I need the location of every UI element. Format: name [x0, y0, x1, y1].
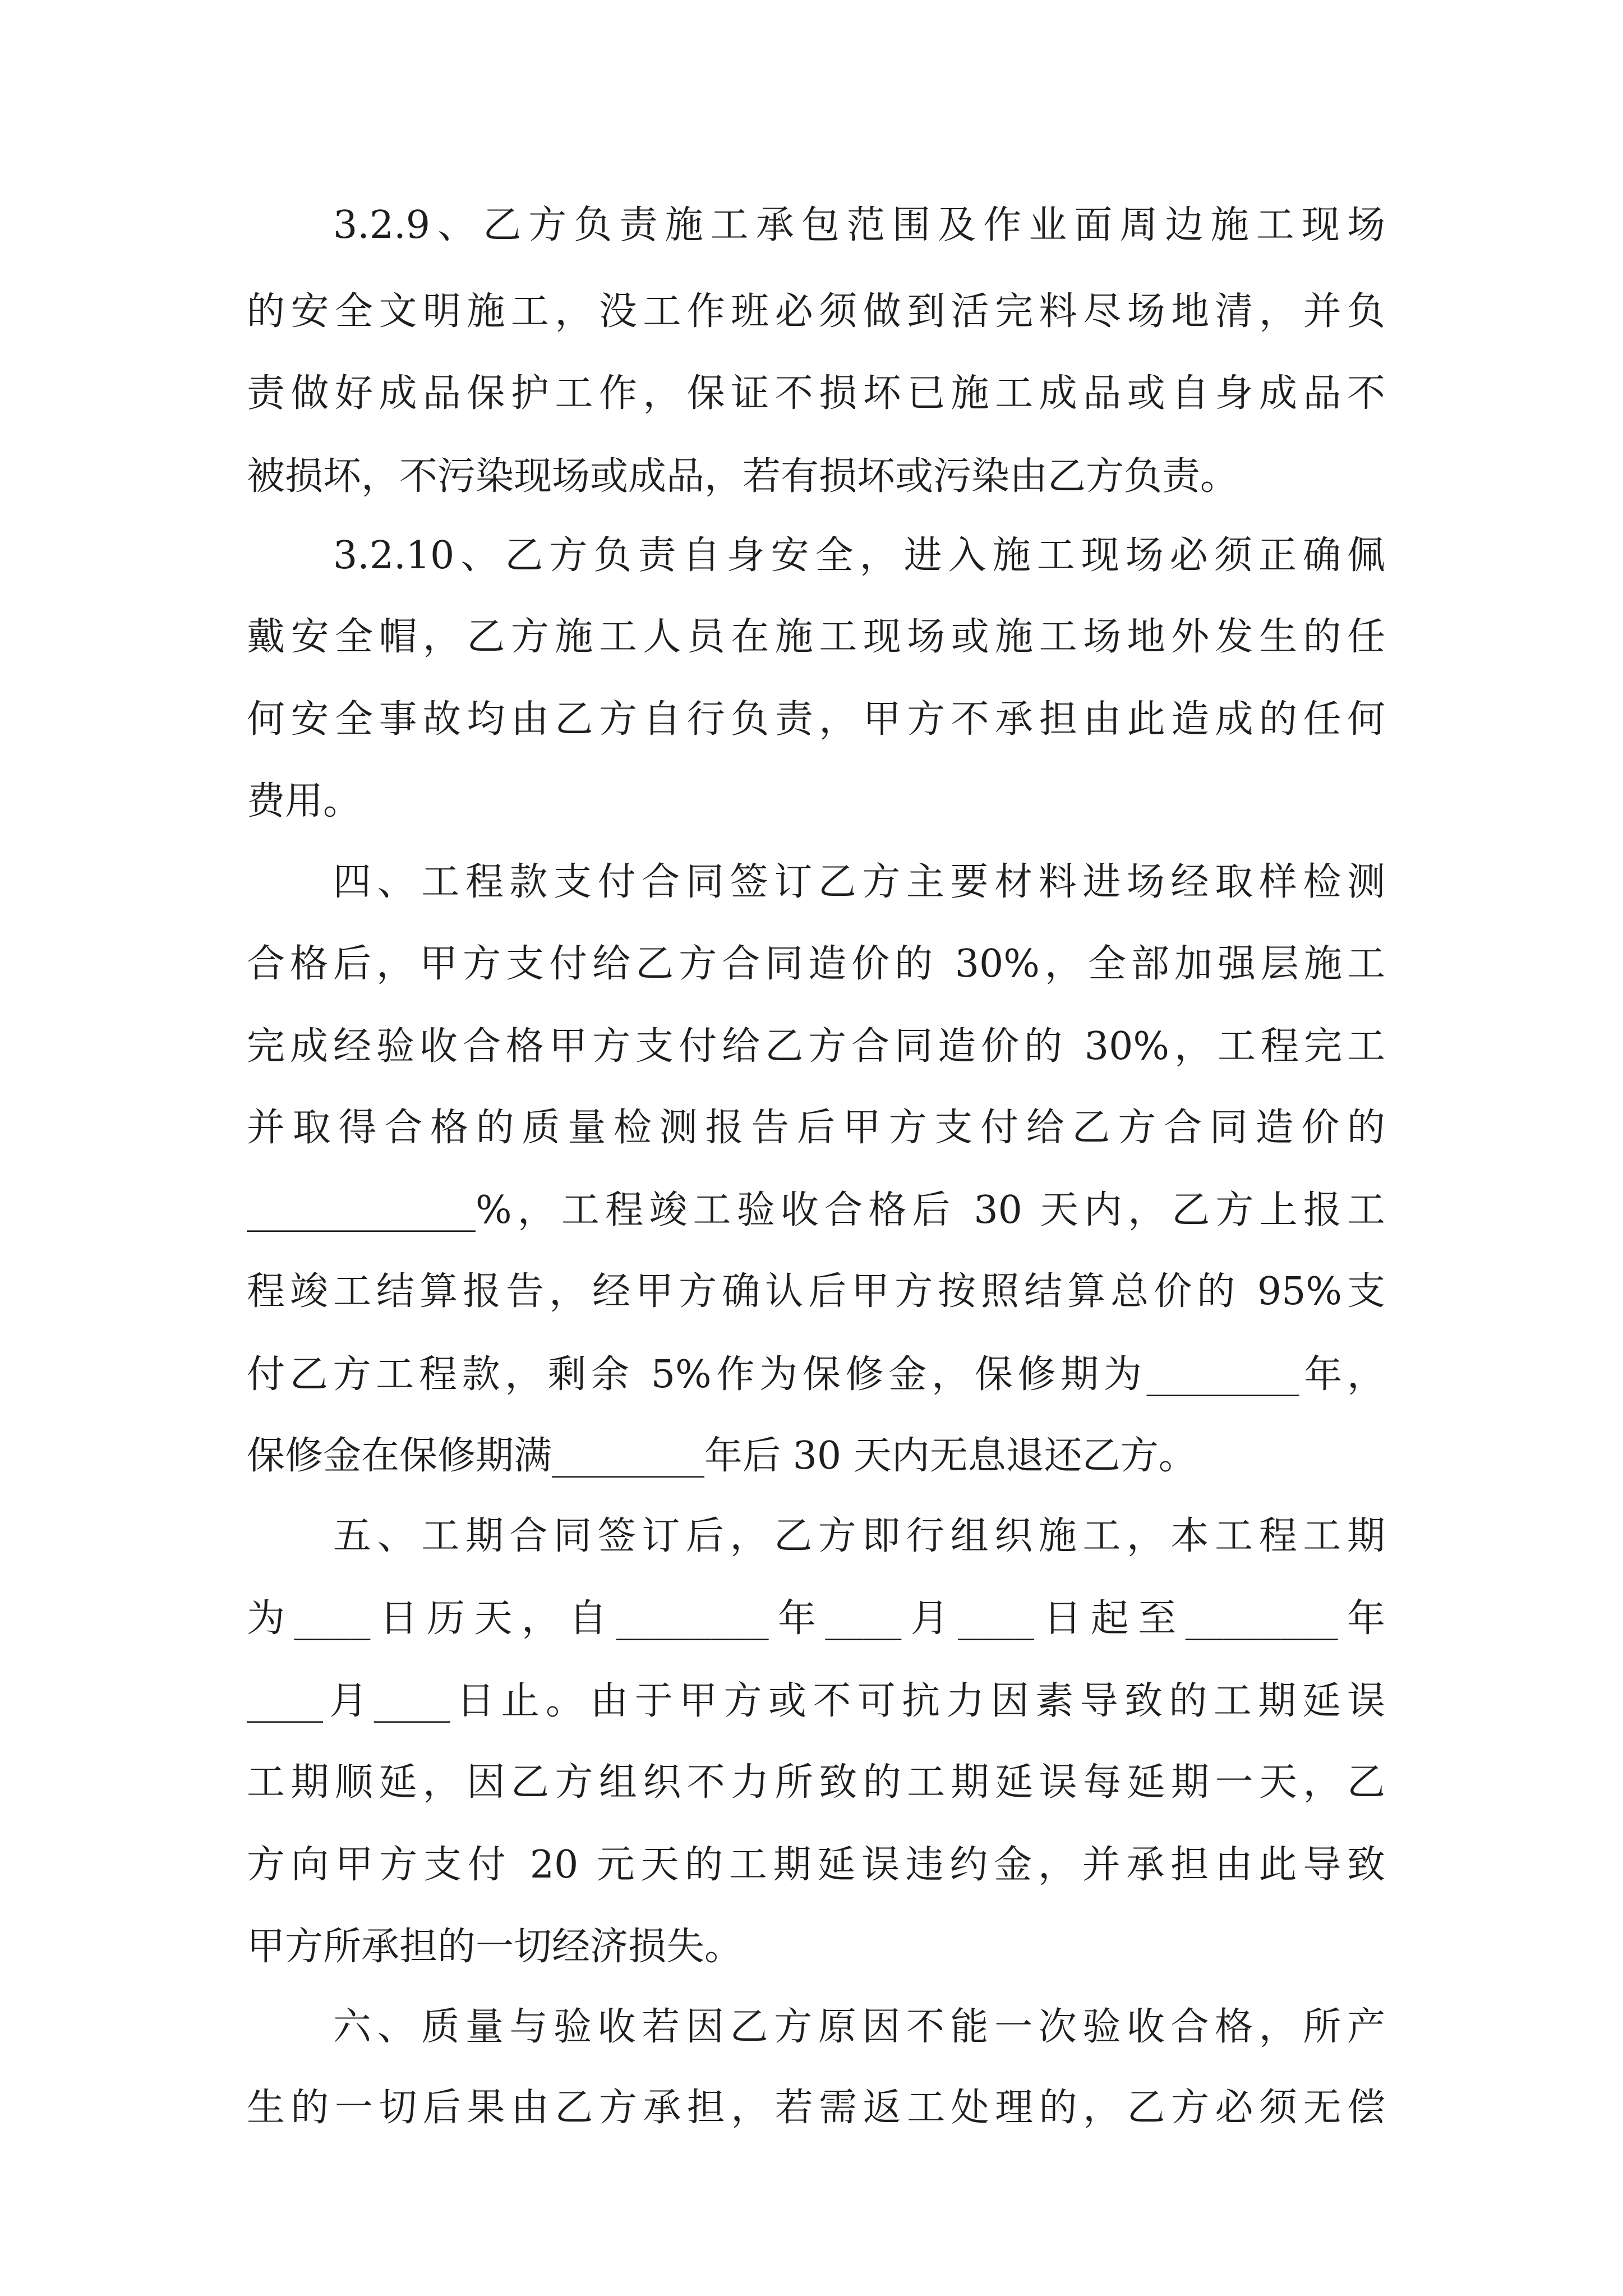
text-line: 程竣工结算报告，经甲方确认后甲方按照结算总价的 95%支 — [247, 1269, 1385, 1314]
text-line: 3.2.9、乙方负责施工承包范围及作业面周边施工现场 — [333, 203, 1385, 247]
text-line: 保修金在保修期满________年后 30 天内无息退还乙方。 — [247, 1434, 1197, 1478]
text-line: 甲方所承担的一切经济损失。 — [247, 1925, 743, 1969]
text-line: 被损坏，不污染现场或成品，若有损坏或污染由乙方负责。 — [247, 454, 1239, 499]
text-line: 工期顺延，因乙方组织不力所致的工期延误每延期一天，乙 — [247, 1760, 1385, 1805]
text-line: ____月____日止。由于甲方或不可抗力因素导致的工期延误 — [247, 1679, 1385, 1723]
text-line: 费用。 — [247, 779, 362, 823]
text-line: 的安全文明施工，没工作班必须做到活完料尽场地清，并负 — [247, 289, 1385, 334]
text-line: 责做好成品保护工作，保证不损坏已施工成品或自身成品不 — [247, 371, 1385, 416]
text-line: 生的一切后果由乙方承担，若需返工处理的，乙方必须无偿 — [247, 2086, 1385, 2130]
text-line: 为____日历天，自________年____月____日起至________年 — [247, 1596, 1385, 1641]
text-line: 付乙方工程款，剩余 5%作为保修金，保修期为________年， — [247, 1352, 1385, 1397]
text-line: 方向甲方支付 20 元天的工期延误违约金，并承担由此导致 — [247, 1843, 1385, 1887]
text-line: ____________%，工程竣工验收合格后 30 天内，乙方上报工 — [247, 1188, 1385, 1232]
text-line: 四、工程款支付合同签订乙方主要材料进场经取样检测 — [333, 860, 1385, 904]
text-line: 六、质量与验收若因乙方原因不能一次验收合格，所产 — [333, 2005, 1385, 2049]
text-line: 戴安全帽，乙方施工人员在施工现场或施工场地外发生的任 — [247, 615, 1385, 659]
text-line: 完成经验收合格甲方支付给乙方合同造价的 30%，工程完工 — [247, 1024, 1385, 1069]
text-line: 何安全事故均由乙方自行负责，甲方不承担由此造成的任何 — [247, 697, 1385, 742]
text-line: 并取得合格的质量检测报告后甲方支付给乙方合同造价的 — [247, 1106, 1385, 1150]
text-line: 合格后，甲方支付给乙方合同造价的 30%，全部加强层施工 — [247, 942, 1385, 986]
text-line: 3.2.10、乙方负责自身安全，进入施工现场必须正确佩 — [333, 533, 1385, 578]
text-line: 五、工期合同签订后，乙方即行组织施工，本工程工期 — [333, 1514, 1385, 1558]
